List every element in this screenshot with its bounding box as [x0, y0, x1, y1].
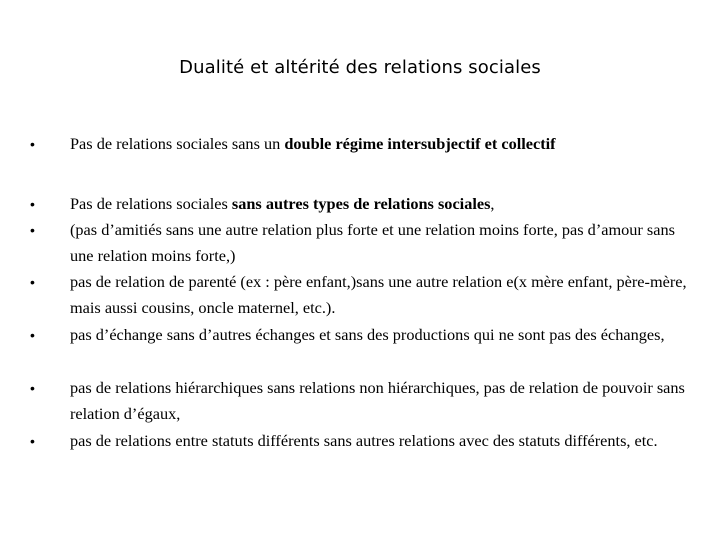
bullet-marker: • [30, 274, 35, 290]
bullet-text: pas de relations hiérarchiques sans relations non hiérarchiques, pas de relation de pouvoir sans relation d’égaux, [70, 378, 685, 423]
bullet-text-suffix: , [490, 194, 495, 213]
bullet-text-regular: Pas de relations sociales sans un [70, 134, 285, 153]
bullet-text: pas de relation de parenté (ex : père enfant,)sans une autre relation e(x mère enfant, père-mère, mais aussi cousins, oncle maternel, etc.). [70, 272, 687, 317]
bullet-item [30, 375, 690, 427]
bullet-text-bold: double régime intersubjectif et collectif [284, 134, 556, 153]
bullet-item [30, 322, 690, 348]
bullet-item [30, 269, 690, 321]
bullet-text: (pas d’amitiés sans une autre relation plus forte et une relation moins forte, pas d’amour sans une relation moins forte,) [70, 220, 675, 265]
bullet-item [30, 428, 690, 454]
bullet-text [70, 131, 690, 157]
bullet-item [30, 191, 690, 217]
bullet-text: pas de relations entre statuts différents sans autres relations avec des statuts différents, etc. [70, 431, 658, 450]
bullet-marker: • [30, 327, 35, 343]
bullet-text [70, 191, 690, 217]
bullet-text-bold: sans autres types de relations sociales [231, 194, 491, 213]
slide-title: Dualité et altérité des relations sociales [179, 57, 541, 78]
bullet-marker: • [30, 380, 35, 396]
bullet-text-regular: Pas de relations sociales [70, 194, 232, 213]
bullet-marker: • [30, 196, 35, 212]
bullet-item [30, 217, 690, 269]
bullet-marker: • [30, 222, 35, 238]
bullet-marker: • [30, 136, 35, 152]
bullet-text: pas d’échange sans d’autres échanges et sans des productions qui ne sont pas des échanges, [70, 325, 665, 344]
bullet-item [30, 131, 690, 157]
bullet-marker: • [30, 433, 35, 449]
